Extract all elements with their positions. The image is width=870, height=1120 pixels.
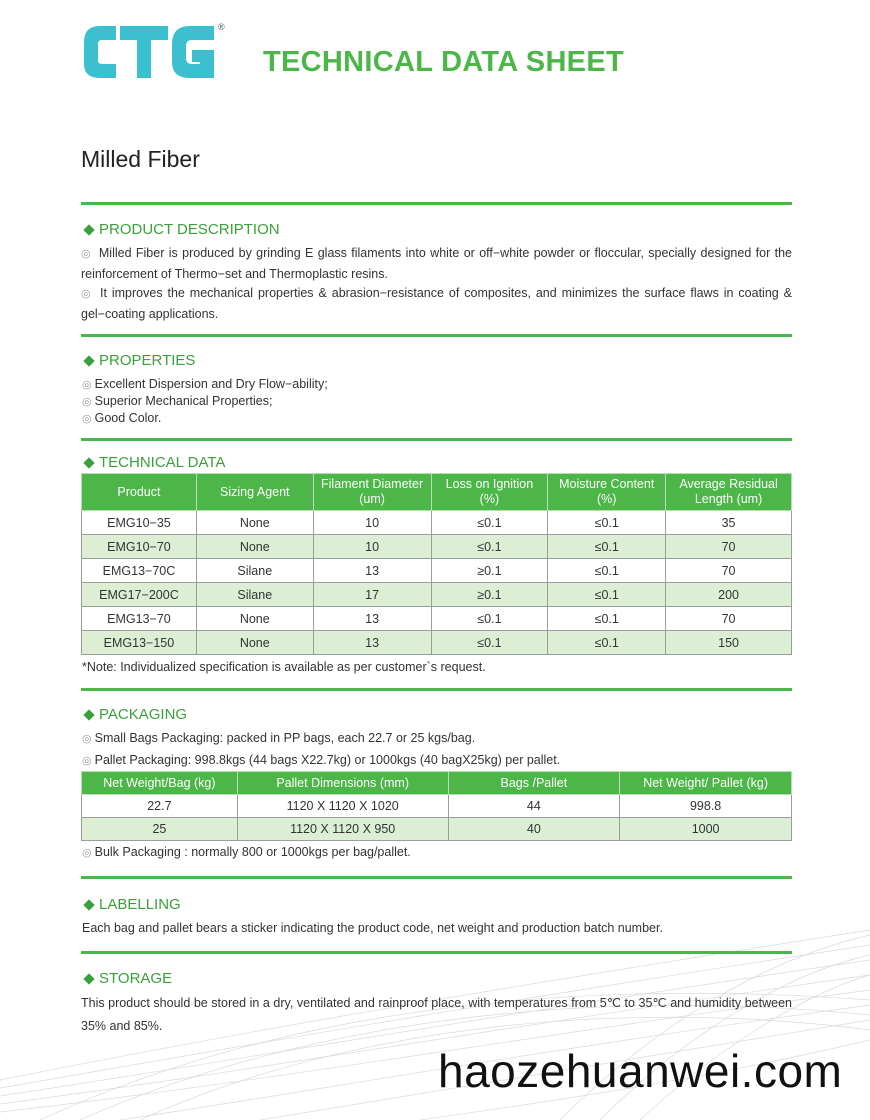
packaging-line [82,731,475,745]
description-paragraph-1 [81,243,792,284]
table-row [82,607,792,631]
circle-bullet-icon: ◎ [82,379,92,391]
ctg-logo [80,18,240,82]
table-cell: ≤0.1 [548,535,666,559]
property-text: Good Color. [94,411,162,425]
table-note: *Note: Individualized specification is available as per customer`s request. [82,660,486,674]
diamond-bullet-icon [83,709,94,720]
table-cell: EMG17−200C [82,583,197,607]
product-name: Milled Fiber [81,146,200,172]
circle-bullet-icon: ◎ [82,396,92,408]
packaging-text: Bulk Packaging : normally 800 or 1000kgs per bag/pallet. [94,845,411,859]
table-cell: 70 [666,607,792,631]
diamond-bullet-icon [83,224,94,235]
column-header: Average Residual Length (um) [666,474,792,511]
table-cell: 40 [448,818,620,841]
circle-bullet-icon: ◎ [82,755,92,767]
document-title: TECHNICAL DATA SHEET [263,46,624,78]
storage-text: This product should be stored in a dry, ventilated and rainproof place, with temperatures from 5℃ to 35℃ and humidity between 35% and 85%. [81,996,792,1033]
table-cell: ≤0.1 [431,607,548,631]
table-header-row [82,474,792,511]
column-header: Bags /Pallet [448,772,620,795]
description-paragraph-2 [81,283,792,324]
section-divider [81,334,792,337]
table-cell: EMG13−70 [82,607,197,631]
section-heading-storage [82,970,172,987]
packaging-text: Pallet Packaging: 998.8kgs (44 bags X22.7kg) or 1000kgs (40 bagX25kg) per pallet. [94,753,561,767]
table-cell: 22.7 [82,795,238,818]
labelling-text: Each bag and pallet bears a sticker indicating the product code, net weight and production batch number. [82,921,663,935]
table-cell: Silane [196,583,313,607]
section-heading-text: PRODUCT DESCRIPTION [99,221,280,238]
table-cell: 1120 X 1120 X 1020 [237,795,448,818]
table-cell: EMG13−70C [82,559,197,583]
property-item [82,394,272,408]
section-heading-text: LABELLING [99,896,181,913]
table-row [82,795,792,818]
table-cell: 70 [666,535,792,559]
table-cell: 13 [313,559,431,583]
table-cell: 998.8 [620,795,792,818]
table-row [82,818,792,841]
column-header: Pallet Dimensions (mm) [237,772,448,795]
packaging-table [81,771,792,841]
registered-mark: ® [218,22,225,32]
circle-bullet-icon: ◎ [82,847,92,859]
paragraph-text: It improves the mechanical properties & abrasion−resistance of composites, and minimizes the surface flaws in coating & gel−coating applications. [81,286,792,321]
section-divider [81,438,792,441]
table-cell: None [196,511,313,535]
column-header: Net Weight/Bag (kg) [82,772,238,795]
packaging-line [82,753,560,767]
diamond-bullet-icon [83,899,94,910]
packaging-line [82,845,411,859]
table-cell: ≤0.1 [431,535,548,559]
table-cell: ≤0.1 [548,511,666,535]
table-cell: EMG10−35 [82,511,197,535]
table-row [82,535,792,559]
table-cell: ≥0.1 [431,559,548,583]
table-cell: 25 [82,818,238,841]
table-cell: 1120 X 1120 X 950 [237,818,448,841]
table-cell: ≤0.1 [548,583,666,607]
circle-bullet-icon: ◎ [81,248,92,260]
table-cell: Silane [196,559,313,583]
column-header: Moisture Content (%) [548,474,666,511]
table-row [82,631,792,655]
site-watermark: haozehuanwei.com [438,1045,843,1097]
table-cell: 150 [666,631,792,655]
property-text: Excellent Dispersion and Dry Flow−ability; [94,377,328,391]
diamond-bullet-icon [83,973,94,984]
section-heading-text: STORAGE [99,970,173,987]
circle-bullet-icon: ◎ [82,413,92,425]
technical-data-table [81,473,792,655]
section-divider [81,688,792,691]
table-cell: 200 [666,583,792,607]
column-header: Product [82,474,197,511]
table-cell: 10 [313,535,431,559]
section-heading-text: PACKAGING [99,706,188,723]
section-heading-text: TECHNICAL DATA [99,454,226,471]
section-heading-packaging [82,706,187,723]
table-cell: ≤0.1 [431,631,548,655]
table-cell: EMG10−70 [82,535,197,559]
circle-bullet-icon: ◎ [81,288,93,300]
property-text: Superior Mechanical Properties; [94,394,273,408]
table-cell: 35 [666,511,792,535]
circle-bullet-icon: ◎ [82,733,92,745]
table-cell: None [196,535,313,559]
section-divider [81,202,792,205]
packaging-text: Small Bags Packaging: packed in PP bags, each 22.7 or 25 kgs/bag. [94,731,476,745]
table-row [82,583,792,607]
column-header: Net Weight/ Pallet (kg) [620,772,792,795]
property-item [82,411,161,425]
section-divider [81,951,792,954]
section-divider [81,876,792,879]
table-cell: 13 [313,631,431,655]
paragraph-text: Milled Fiber is produced by grinding E glass filaments into white or off−white powder or floccular, specially designed for the reinforcement of Thermo−set and Thermoplastic resins. [81,246,792,281]
table-cell: 13 [313,607,431,631]
table-cell: ≥0.1 [431,583,548,607]
diamond-bullet-icon [83,355,94,366]
table-header-row [82,772,792,795]
table-cell: 17 [313,583,431,607]
column-header: Filament Diameter (um) [313,474,431,511]
section-heading-properties [82,352,195,369]
column-header: Sizing Agent [196,474,313,511]
section-heading-description [82,221,280,238]
table-cell: 10 [313,511,431,535]
diamond-bullet-icon [83,457,94,468]
table-cell: 70 [666,559,792,583]
table-cell: EMG13−150 [82,631,197,655]
table-cell: ≤0.1 [548,559,666,583]
property-item [82,377,328,391]
table-row [82,511,792,535]
table-cell: ≤0.1 [548,607,666,631]
table-cell: None [196,631,313,655]
table-cell: 1000 [620,818,792,841]
section-heading-text: PROPERTIES [99,352,196,369]
table-cell: None [196,607,313,631]
table-cell: 44 [448,795,620,818]
section-heading-labelling [82,896,181,913]
column-header: Loss on Ignition (%) [431,474,548,511]
section-heading-technical [82,454,225,471]
table-cell: ≤0.1 [431,511,548,535]
table-cell: ≤0.1 [548,631,666,655]
table-row [82,559,792,583]
